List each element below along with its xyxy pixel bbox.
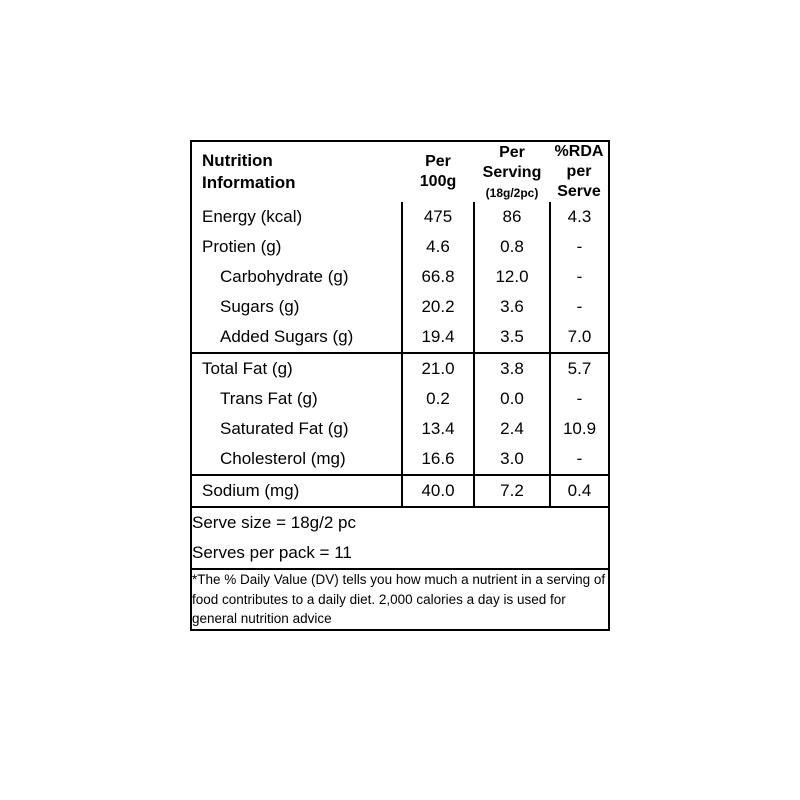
value-per-serving: 86 — [474, 202, 550, 232]
table-row — [192, 262, 608, 292]
value-per-serving: 0.0 — [474, 384, 550, 414]
column-header-rda-line1: %RDA — [554, 143, 604, 160]
value-rda-per-serve: 7.0 — [550, 322, 608, 353]
value-per-serving: 7.2 — [474, 475, 550, 507]
column-header-per-serving-line1: Per — [499, 144, 525, 161]
value-per-100g: 19.4 — [402, 322, 474, 353]
value-rda-per-serve: - — [550, 444, 608, 475]
nutrient-label: Protien (g) — [202, 237, 282, 256]
column-header-per-serving-line2: Serving — [482, 164, 542, 181]
serves-per-pack-text: Serves per pack = 11 — [192, 538, 608, 569]
serve-size-row — [192, 507, 608, 538]
table-row — [192, 475, 608, 507]
nutrient-label: Total Fat (g) — [202, 359, 293, 378]
nutrient-label: Added Sugars (g) — [192, 322, 402, 353]
table-header-row — [192, 142, 608, 202]
table-row — [192, 353, 608, 384]
value-rda-per-serve: - — [550, 232, 608, 262]
column-header-per-100g-line2: 100g — [419, 173, 457, 190]
value-per-serving: 12.0 — [474, 262, 550, 292]
value-rda-per-serve: - — [550, 384, 608, 414]
value-rda-per-serve: 10.9 — [550, 414, 608, 444]
column-header-rda-line2: per — [566, 163, 592, 180]
column-header-rda — [550, 142, 608, 202]
nutrition-table — [192, 142, 608, 629]
value-per-serving: 3.8 — [474, 353, 550, 384]
table-row — [192, 384, 608, 414]
column-header-rda-line3: Serve — [557, 183, 601, 200]
table-row — [192, 444, 608, 475]
column-header-per-100g-line1: Per — [425, 153, 451, 170]
nutrient-label: Cholesterol (mg) — [192, 444, 402, 475]
table-row — [192, 292, 608, 322]
nutrient-label: Trans Fat (g) — [220, 389, 318, 408]
value-per-100g: 0.2 — [402, 384, 474, 414]
footnote-text: *The % Daily Value (DV) tells you how much a nutrient in a serving of food contributes to a daily diet. 2,000 calories a day is used for general nutrition advice — [192, 572, 606, 627]
nutrition-table-body — [192, 142, 608, 629]
nutrition-information-panel — [190, 140, 610, 631]
value-rda-per-serve: 5.7 — [550, 353, 608, 384]
value-rda-per-serve: 4.3 — [550, 202, 608, 232]
value-rda-per-serve: 0.4 — [550, 475, 608, 507]
value-per-100g: 16.6 — [402, 444, 474, 475]
value-per-100g: 4.6 — [402, 232, 474, 262]
column-header-per-serving-sub: (18g/2pc) — [485, 186, 539, 200]
table-row — [192, 202, 608, 232]
column-header-per-serving — [474, 142, 550, 202]
panel-title — [192, 142, 402, 202]
value-per-100g: 20.2 — [402, 292, 474, 322]
value-per-100g: 40.0 — [402, 475, 474, 507]
column-header-per-100g — [402, 142, 474, 202]
value-per-serving: 3.5 — [474, 322, 550, 353]
nutrient-label: Saturated Fat (g) — [220, 419, 349, 438]
value-per-100g: 13.4 — [402, 414, 474, 444]
nutrient-label: Sodium (mg) — [192, 475, 402, 507]
serves-per-pack-row — [192, 538, 608, 569]
value-per-100g: 475 — [402, 202, 474, 232]
value-per-serving: 3.0 — [474, 444, 550, 475]
value-per-serving: 0.8 — [474, 232, 550, 262]
panel-title-line2: Information — [202, 173, 296, 192]
value-rda-per-serve: - — [550, 292, 608, 322]
value-per-100g: 66.8 — [402, 262, 474, 292]
value-per-100g: 21.0 — [402, 353, 474, 384]
value-per-serving: 2.4 — [474, 414, 550, 444]
serve-size-text: Serve size = 18g/2 pc — [192, 513, 356, 532]
panel-title-line1: Nutrition — [202, 150, 273, 170]
value-per-serving: 3.6 — [474, 292, 550, 322]
nutrient-label: Energy (kcal) — [202, 207, 303, 226]
value-rda-per-serve: - — [550, 262, 608, 292]
footnote-row — [192, 569, 608, 629]
table-row — [192, 414, 608, 444]
table-row — [192, 232, 608, 262]
nutrient-label: Sugars (g) — [220, 297, 300, 316]
table-row — [192, 322, 608, 353]
nutrient-label: Carbohydrate (g) — [220, 267, 349, 286]
